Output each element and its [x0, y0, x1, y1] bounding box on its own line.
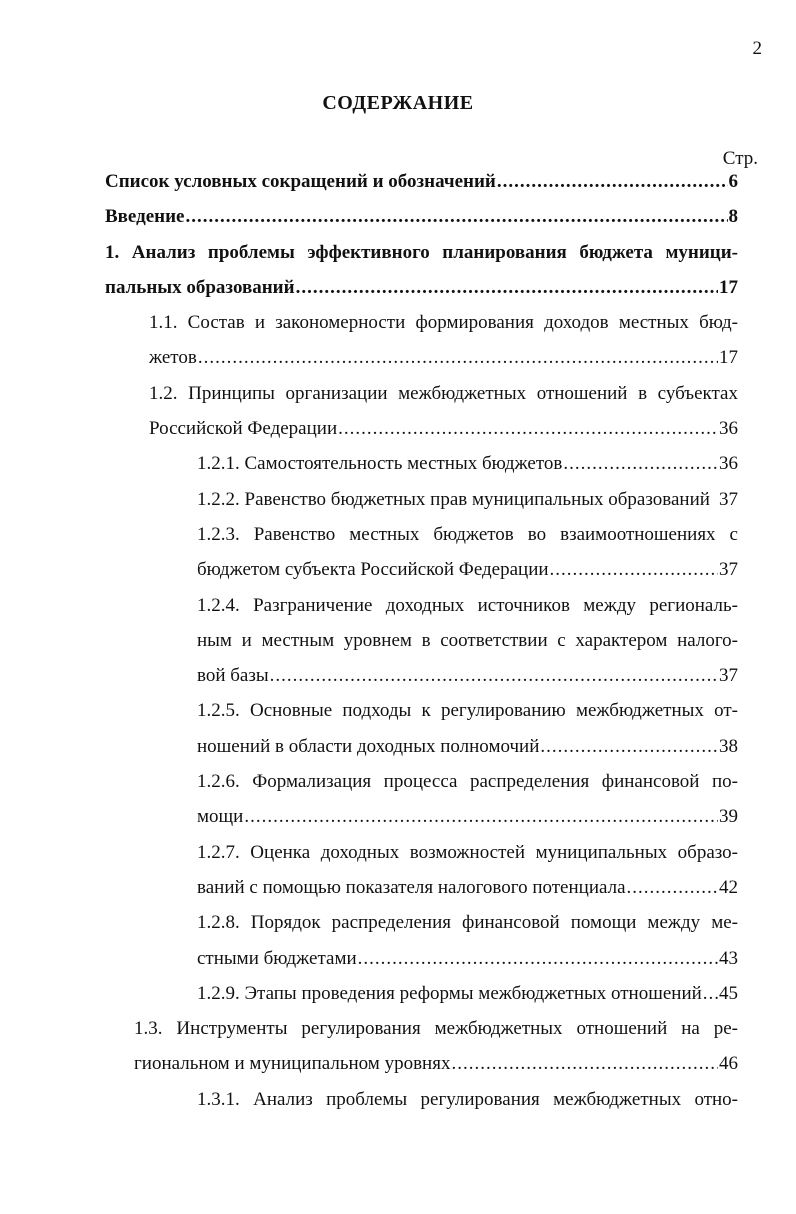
- toc-line: стными бюджетами ..... 43: [197, 941, 738, 976]
- toc-line: 1.2.7. Оценка доходных возможностей муниципальных образо-: [197, 841, 738, 863]
- dot-leader: [270, 658, 718, 693]
- toc-entry-section-1-1[interactable]: [149, 305, 738, 376]
- toc-page-ref: 46: [719, 1053, 738, 1075]
- page-number: 2: [752, 38, 762, 59]
- toc-entry-chapter-1[interactable]: [105, 235, 738, 306]
- toc-line: жетов ..... 17: [149, 340, 738, 375]
- toc-entry-section-1-2-9[interactable]: [197, 976, 738, 1011]
- toc-line: гиональном и муниципальном уровнях ..... 46: [134, 1046, 738, 1081]
- toc-line: вой базы ..... 37: [197, 658, 738, 693]
- dot-leader: [244, 799, 718, 834]
- toc-entry-section-1-2-7[interactable]: [197, 835, 738, 906]
- toc-page-ref: 39: [719, 806, 738, 828]
- toc-line: 1.3.1. Анализ проблемы регулирования межбюджетных отно-: [197, 1088, 738, 1110]
- dot-leader: [451, 1046, 718, 1081]
- table-of-contents: [0, 164, 796, 1117]
- toc-line: бюджетом субъекта Российской Федерации ..... 37: [197, 552, 738, 587]
- dot-leader: [550, 552, 718, 587]
- toc-entry-section-1-2[interactable]: [149, 376, 738, 447]
- dot-leader: [540, 729, 718, 764]
- dot-leader: [627, 870, 718, 905]
- toc-line: 1.2.8. Порядок распределения финансовой помощи между ме-: [197, 912, 738, 934]
- toc-line: 1.2.4. Разграничение доходных источников между региональ-: [197, 594, 738, 616]
- toc-entry-section-1-2-8[interactable]: [197, 905, 738, 976]
- dot-leader: [497, 164, 728, 199]
- toc-page-ref: 17: [719, 347, 738, 369]
- toc-page-ref: 36: [719, 453, 738, 475]
- toc-line: 1.2.3. Равенство местных бюджетов во взаимоотношениях с: [197, 523, 738, 545]
- dot-leader: [186, 199, 728, 234]
- toc-page-ref: 43: [719, 947, 738, 969]
- toc-line: 1.2.1. Самостоятельность местных бюджетов ..... 36: [197, 446, 738, 481]
- toc-page-ref: 37: [719, 559, 738, 581]
- toc-line: Список условных сокращений и обозначений ..... 6: [105, 164, 738, 199]
- dot-leader: [296, 270, 718, 305]
- toc-entry-abbreviations[interactable]: [105, 164, 738, 199]
- toc-line: 1.3. Инструменты регулирования межбюджетных отношений на ре-: [134, 1018, 738, 1040]
- toc-page-ref: 6: [728, 171, 738, 192]
- toc-page-ref: 37: [719, 665, 738, 687]
- toc-line: ным и местным уровнем в соответствии с характером налого-: [197, 629, 738, 651]
- toc-line: ваний с помощью показателя налогового потенциала ..... 42: [197, 870, 738, 905]
- toc-entry-section-1-2-6[interactable]: [197, 764, 738, 835]
- toc-line: 1.2.2. Равенство бюджетных прав муниципальных образований 37: [197, 482, 738, 517]
- toc-line: ношений в области доходных полномочий ..... 38: [197, 729, 738, 764]
- toc-page-ref: 37: [719, 488, 738, 510]
- toc-line: 1.2.5. Основные подходы к регулированию межбюджетных от-: [197, 700, 738, 722]
- toc-line: Российской Федерации ..... 36: [149, 411, 738, 446]
- dot-leader: [703, 976, 718, 1011]
- toc-page-ref: 42: [719, 876, 738, 898]
- toc-page-ref: 8: [728, 206, 738, 228]
- toc-line: 1.2.6. Формализация процесса распределения финансовой по-: [197, 771, 738, 793]
- toc-page-ref: 17: [719, 276, 738, 298]
- toc-entry-section-1-2-4[interactable]: [197, 588, 738, 694]
- toc-line: пальных образований ..... 17: [105, 270, 738, 305]
- toc-entry-section-1-3[interactable]: [134, 1011, 738, 1082]
- toc-entry-section-1-2-3[interactable]: [197, 517, 738, 588]
- toc-page-ref: 45: [719, 982, 738, 1004]
- toc-entry-introduction[interactable]: [105, 199, 738, 234]
- toc-line: 1.2. Принципы организации межбюджетных отношений в субъектах: [149, 382, 738, 404]
- toc-line: 1. Анализ проблемы эффективного планирования бюджета муници-: [105, 241, 738, 263]
- toc-entry-section-1-2-1[interactable]: [197, 446, 738, 481]
- toc-line: 1.1. Состав и закономерности формирования доходов местных бюд-: [149, 312, 738, 334]
- toc-entry-section-1-3-1[interactable]: [197, 1082, 738, 1117]
- dot-leader: [198, 340, 718, 375]
- toc-entry-section-1-2-2[interactable]: [197, 482, 738, 517]
- dot-leader: [338, 411, 718, 446]
- toc-page-ref: 38: [719, 735, 738, 757]
- toc-line: мощи ..... 39: [197, 799, 738, 834]
- toc-entry-section-1-2-5[interactable]: [197, 693, 738, 764]
- toc-page-ref: 36: [719, 418, 738, 440]
- page-column-label: Стр.: [722, 148, 758, 169]
- page-title: СОДЕРЖАНИЕ: [322, 92, 474, 114]
- dot-leader: [563, 446, 718, 481]
- toc-line: Введение ..... 8: [105, 199, 738, 234]
- dot-leader: [358, 941, 718, 976]
- toc-line: 1.2.9. Этапы проведения реформы межбюджетных отношений ..... 45: [197, 976, 738, 1011]
